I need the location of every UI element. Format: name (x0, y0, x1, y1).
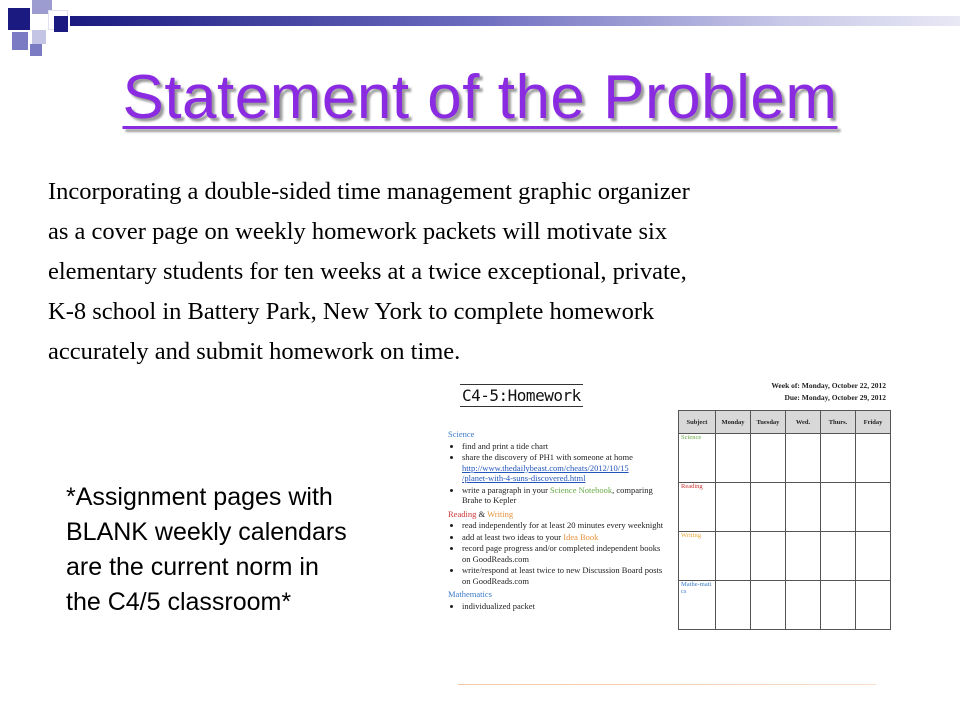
science-list (448, 441, 666, 506)
calendar-header: Friday (856, 411, 891, 434)
calendar-cell (821, 581, 856, 630)
science-header: Science (448, 429, 475, 439)
calendar-header: Tuesday (751, 411, 786, 434)
note-line: *Assignment pages with (66, 483, 333, 511)
slide-title: Statement of the Problem (122, 63, 838, 132)
calendar-cell (716, 483, 751, 532)
reading-list (448, 520, 666, 586)
homework-dates (771, 380, 886, 404)
calendar-cell (786, 581, 821, 630)
calendar-cell (716, 581, 751, 630)
subject-cell: Reading (679, 483, 716, 532)
calendar-cell (716, 532, 751, 581)
calendar-cell (821, 434, 856, 483)
corner-square-5 (12, 32, 28, 50)
due-label: Due: Monday, October 29, 2012 (784, 393, 886, 402)
calendar-header: Monday (716, 411, 751, 434)
calendar-cell (856, 581, 891, 630)
list-item: • read independently for at least 20 minutes every weeknight (462, 520, 666, 531)
statement-line: K-8 school in Battery Park, New York to complete homework (48, 298, 655, 325)
item-text: add at least two ideas to your (462, 531, 564, 542)
calendar-row (679, 483, 891, 532)
item-text: write a paragraph in your (462, 484, 551, 495)
assignment-note (66, 480, 426, 620)
calendar-header: Subject (679, 411, 716, 434)
list-item (462, 452, 666, 484)
week-of-label: Week of: Monday, October 22, 2012 (771, 381, 886, 390)
calendar-header: Wed. (786, 411, 821, 434)
writing-label: Writing (487, 508, 514, 519)
note-line: the C4/5 classroom* (66, 588, 292, 616)
footer-rule (458, 684, 876, 685)
calendar-cell (786, 483, 821, 532)
item-text: , comparing Brahe to Kepler (462, 484, 653, 505)
problem-statement (48, 172, 928, 372)
ampersand: & (478, 508, 486, 519)
calendar-row (679, 581, 891, 630)
corner-square-7 (30, 44, 42, 56)
calendar-cell (856, 532, 891, 581)
weekly-calendar (678, 410, 891, 630)
note-line: are the current norm in (66, 553, 319, 581)
calendar-cell (751, 532, 786, 581)
calendar-cell (751, 483, 786, 532)
idea-book-label: Idea Book (563, 531, 599, 542)
calendar-cell (856, 483, 891, 532)
item-text: share the discovery of PH1 with someone at home (462, 452, 633, 462)
calendar-row (679, 434, 891, 483)
calendar-header-row (679, 411, 891, 434)
science-notebook-label: Science Notebook (550, 484, 613, 495)
calendar-row (679, 532, 891, 581)
list-item (462, 532, 666, 543)
subject-cell: Science (679, 434, 716, 483)
calendar-cell (856, 434, 891, 483)
top-accent-bar (70, 16, 960, 26)
corner-square-6 (32, 30, 46, 44)
homework-logo: C4-5:Homework (462, 386, 581, 405)
list-item: • record page progress and/or completed independent books on GoodReads.com (462, 543, 666, 564)
calendar-cell (821, 532, 856, 581)
subject-cell: Writing (679, 532, 716, 581)
calendar-cell (786, 434, 821, 483)
list-item: • write/respond at least twice to new Discussion Board posts on GoodReads.com (462, 565, 666, 586)
note-line: BLANK weekly calendars (66, 518, 347, 546)
math-list (448, 601, 666, 612)
calendar-cell (716, 434, 751, 483)
reading-label: Reading (448, 508, 477, 519)
article-link-continued[interactable]: /planet-with-4-suns-discovered.html (462, 473, 586, 483)
calendar-cell (751, 581, 786, 630)
assignment-list (448, 426, 666, 612)
calendar-header: Thurs. (821, 411, 856, 434)
statement-line: Incorporating a double-sided time management graphic organizer (48, 178, 690, 205)
statement-line: as a cover page on weekly homework packets will motivate six (48, 218, 668, 245)
calendar-cell (751, 434, 786, 483)
article-link[interactable]: http://www.thedailybeast.com/cheats/2012/10/15 (462, 462, 629, 473)
statement-line: elementary students for ten weeks at a twice exceptional, private, (48, 258, 687, 285)
list-item (462, 485, 666, 506)
list-item: • individualized packet (462, 601, 666, 612)
subject-cell: Mathe-matics (679, 581, 716, 630)
corner-square-4 (54, 16, 68, 32)
calendar-cell (821, 483, 856, 532)
statement-line: accurately and submit homework on time. (48, 338, 461, 365)
corner-square-1 (8, 8, 30, 30)
calendar-cell (786, 532, 821, 581)
math-header: Mathematics (448, 589, 492, 599)
reading-writing-header (448, 509, 666, 520)
homework-page-image (446, 376, 894, 692)
list-item: • find and print a tide chart (462, 441, 666, 452)
